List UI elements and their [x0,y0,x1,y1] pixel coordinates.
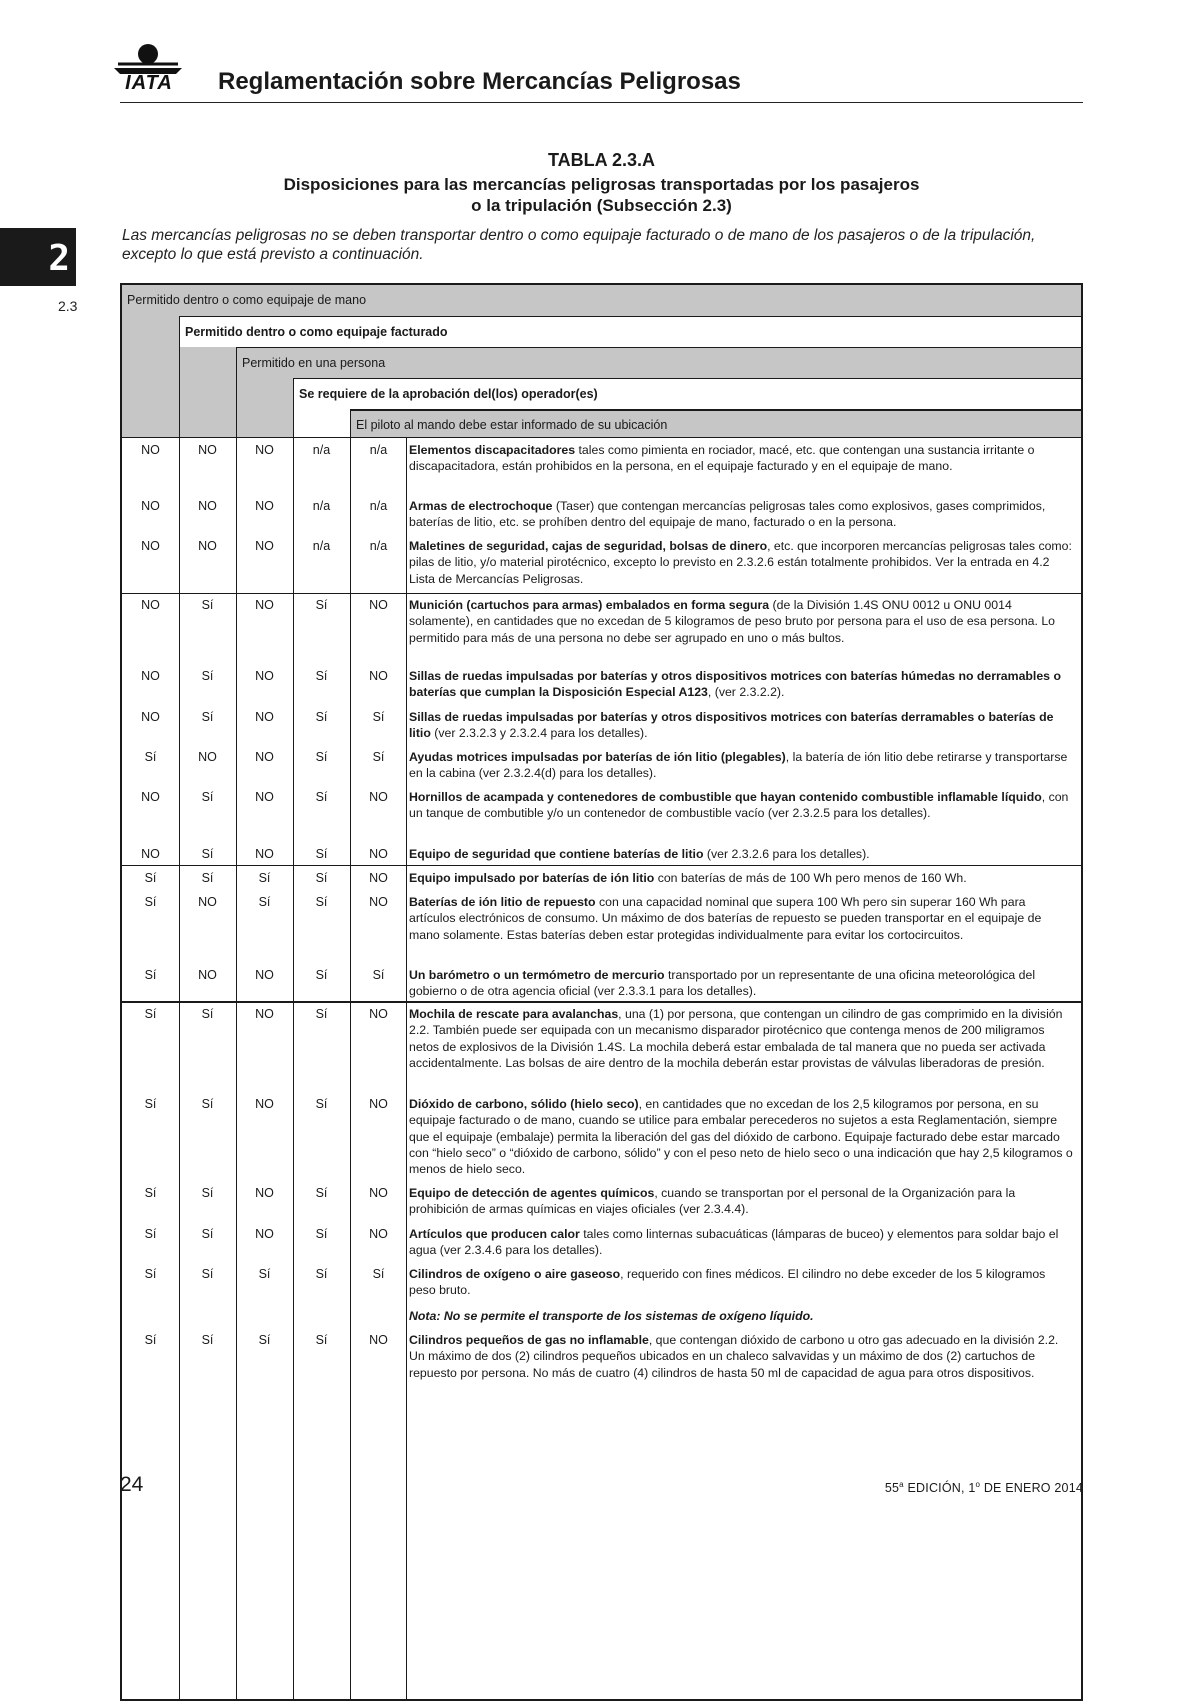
row-description [409,749,1075,782]
header-checked-baggage: Permitido dentro o como equipaje facturado [179,316,1081,347]
row-item-name: Equipo impulsado por baterías de ión litio [409,871,655,885]
table-cell: Sí [144,895,157,909]
row-item-detail: tales como linternas subacuáticas (lámparas de buceo) y elementos para soldar bajo el agua (ver 2.3.4.6 para los detalles). [409,1227,1059,1258]
table-cell: Sí [315,750,328,764]
edition-number: 55 [884,1481,900,1496]
table-title-line-1: Disposiciones para las mercancías peligrosas transportadas por los pasajeros [283,175,920,194]
row-description [409,967,1075,1000]
header-stub-4 [293,409,350,437]
table-cell: n/a [312,499,331,513]
table-cell: NO [255,710,274,724]
table-label: TABLA 2.3.A [547,150,655,170]
row-description [409,1266,1075,1299]
col-line-4 [350,437,351,1699]
group-separator-2 [122,865,1081,866]
table-cell: Sí [201,790,214,804]
document-title: Reglamentación sobre Mercancías Peligrosas [218,68,741,95]
table-cell: Sí [201,1097,214,1111]
table-cell: NO [369,1227,388,1241]
header-stub-3 [236,378,293,437]
group-separator-1 [122,593,1081,594]
table-cell: Sí [315,710,328,724]
header-divider [120,102,1083,103]
table-cell: Sí [201,710,214,724]
row-description [409,789,1075,822]
row-item-detail: , cuando se transportan por el personal de la Organización para la prohibición de armas químicas en viajes oficiales (ver 2.3.4.4). [409,1186,1016,1217]
table-cell: Sí [372,968,385,982]
edition-text: EDICIÓN, 1 [903,1481,976,1496]
row-item-name: Cilindros de oxígeno o aire gaseoso [409,1267,621,1281]
table-cell: Sí [144,1007,157,1021]
table-cell: NO [141,598,160,612]
table-cell: NO [369,1007,388,1021]
table-cell: Sí [315,847,328,861]
row-description [409,1332,1075,1381]
row-description [409,597,1075,646]
table-cell: NO [141,669,160,683]
row-item-name: Artículos que producen calor [409,1227,580,1241]
row-item-name: Hornillos de acampada y contenedores de combustible que hayan contenido combustible inflamable líquido [409,790,1042,804]
table-cell: NO [369,895,388,909]
section-number: 2.3 [58,298,78,314]
row-item-detail: , requerido con fines médicos. El cilindro no debe exceder de los 5 kilogramos peso bruto. [409,1267,1046,1298]
table-cell: Sí [144,1227,157,1241]
header-stub-1 [122,316,179,437]
table-cell: Sí [258,1267,271,1281]
header-on-person: Permitido en una persona [236,347,1081,378]
table-cell: Sí [201,1227,214,1241]
row-item-name: Equipo de seguridad que contiene baterías de litio [409,847,704,861]
table-cell: NO [255,1227,274,1241]
table-cell: n/a [369,499,388,513]
row-item-name: Sillas de ruedas impulsadas por baterías y otros dispositivos motrices con baterías derramables o baterías de litio [409,710,1054,741]
iata-globe-icon [112,42,184,76]
row-item-name: Munición (cartuchos para armas) embalados en forma segura [409,598,770,612]
table-cell: Sí [144,968,157,982]
row-item-detail: , con un tanque de combutible y/o un contenedor de combustible vacío (ver 2.3.2.5 para los detalles). [409,790,1069,821]
row-item-name: Baterías de ión litio de repuesto [409,895,596,909]
edition-date: DE ENERO 2014 [980,1481,1083,1496]
table-cell: Sí [201,669,214,683]
table-cell: Sí [201,847,214,861]
table-cell: Sí [201,598,214,612]
table-cell: n/a [369,443,388,457]
table-cell: Sí [315,1227,328,1241]
table-cell: Sí [144,1097,157,1111]
row-description [409,442,1075,475]
row-item-name: Mochila de rescate para avalanchas [409,1007,619,1021]
table-cell: NO [369,1333,388,1347]
oxygen-note: Nota: No se permite el transporte de los sistemas de oxígeno líquido. [409,1309,814,1323]
table-cell: Sí [144,750,157,764]
header-pilot-informed: El piloto al mando debe estar informado de su ubicación [350,409,1081,437]
row-item-detail: , etc. que incorporen mercancías peligrosas tales como: pilas de litio, y/o material pirotécnico, excepto lo previsto en 2.3.2.6 están totalmente prohibidos. Ver la entrada en 4.2 Lista de Mercancías Peligrosas. [409,539,1072,586]
table-cell: Sí [258,895,271,909]
table-cell: Sí [315,669,328,683]
table-cell: NO [198,895,217,909]
col-line-3 [293,437,294,1699]
table-cell: n/a [312,443,331,457]
table-cell: NO [255,443,274,457]
table-cell: NO [198,539,217,553]
col-line-5 [406,437,407,1699]
table-cell: NO [198,750,217,764]
row-item-detail: (ver 2.3.2.3 y 2.3.2.4 para los detalles). [430,726,648,741]
table-cell: Sí [315,968,328,982]
row-description [409,538,1075,587]
table-cell: Sí [315,790,328,804]
row-item-detail: (de la División 1.4S ONU 0012 u ONU 0014 solamente), en cantidades que no excedan de 5 kilogramos de peso bruto por persona para el uso de esa persona. Lo permitido para más de una persona no debe ser agrupado en uno o más bultos. [409,598,1056,645]
row-description [409,709,1075,742]
table-cell: NO [141,847,160,861]
table-cell: NO [369,669,388,683]
table-cell: Sí [201,1007,214,1021]
row-item-detail: tales como pimienta en rociador, macé, etc. que contengan una sustancia irritante o discapacitadora, están prohibidos en la persona, en el equipaje facturado y en el equipaje de mano. [409,443,1035,474]
logo-text: IATA [125,72,173,94]
row-description [409,870,1075,886]
table-cell: NO [255,790,274,804]
row-description [409,846,1075,862]
table-cell: Sí [144,1267,157,1281]
row-description [409,498,1075,531]
table-cell: Sí [315,895,328,909]
table-cell: NO [198,499,217,513]
table-cell: NO [255,968,274,982]
table-cell: Sí [315,1333,328,1347]
table-cell: NO [255,539,274,553]
table-cell: n/a [312,539,331,553]
table-cell: Sí [315,1267,328,1281]
row-item-name: Equipo de detección de agentes químicos [409,1186,655,1200]
table-cell: Sí [144,1333,157,1347]
chapter-number: 2 [48,238,70,279]
row-item-detail: , que contengan dióxido de carbono u otro gas adecuado en la división 2.2. Un máximo de dos (2) cilindros pequeños ubicados en un chaleco salvavidas y un máximo de dos (2) cartuchos de repuesto por persona. No más de cuatro (4) cilindros de hasta 50 ml de capacidad de agua para otros dispositivos. [409,1333,1059,1380]
row-item-detail: (Taser) que contengan mercancías peligrosas tales como explosivos, gases comprimidos, baterías de litio, etc. se prohíben dentro del equipaje de mano, facturado o en la persona. [409,499,1046,530]
iata-logo [112,42,184,94]
table-cell: Sí [258,871,271,885]
row-item-detail: , en cantidades que no excedan de los 2,5 kilogramos por persona, en su equipaje facturado o de mano, cuando se utilice para embalar perecederos no sujetos a esta Reglamentación, siempre que el equipaje (embalaje) permita la liberación del gas del dióxido de carbono. Equipaje facturado debe estar marcado con “hielo seco” o “dióxido de carbono, sólido” y con el peso neto de hielo seco o una indicación que hay 2,5 kilogramos o menos de hielo seco. [409,1097,1073,1177]
row-description [409,1226,1075,1259]
row-item-name: Maletines de seguridad, cajas de seguridad, bolsas de dinero [409,539,768,553]
table-cell: NO [141,790,160,804]
row-description [409,1006,1075,1071]
table-cell: NO [141,539,160,553]
row-item-name: Elementos discapacitadores [409,443,576,457]
table-cell: Sí [372,750,385,764]
table-cell: n/a [369,539,388,553]
row-item-detail: (ver 2.3.2.6 para los detalles). [703,847,870,861]
col-line-2 [236,437,237,1699]
table-cell: Sí [315,1186,328,1200]
table-cell: NO [255,598,274,612]
chapter-tab [0,228,76,286]
table-cell: NO [255,1097,274,1111]
row-item-detail: , una (1) por persona, que contengan un cilindro de gas comprimido en la división 2.2. También puede ser equipada con un mecanismo disparador pirotécnico que contenga menos de 200 miligramos netos de explosivos de la División 1.4S. La mochila deberá estar embalada de tal manera que no pueda ser activada accidentalmente. Las bolsas de aire dentro de la mochila deberán estar provistas de válvulas liberadoras de presión. [409,1007,1063,1070]
table-cell: Sí [144,871,157,885]
table-cell: NO [369,598,388,612]
row-item-name: Cilindros pequeños de gas no inflamable [409,1333,649,1347]
table-cell: Sí [201,1186,214,1200]
table-cell: NO [198,968,217,982]
table-cell: Sí [201,1267,214,1281]
table-cell: NO [198,443,217,457]
intro-paragraph: Las mercancías peligrosas no se deben transportar dentro o como equipaje facturado o de mano de los pasajeros o de la tripulación, excepto lo que está previsto a continuación. [122,227,1036,263]
table-cell: Sí [315,598,328,612]
page-number: 24 [120,1473,144,1496]
table-cell: Sí [372,710,385,724]
table-cell: NO [255,1186,274,1200]
table-cell: NO [141,499,160,513]
table-cell: NO [369,1186,388,1200]
row-item-detail: , (ver 2.3.2.2). [707,685,785,700]
header-bottom-rule [122,437,1081,438]
group-separator-3 [122,1001,1081,1003]
edition-superscript: a [899,1480,904,1489]
row-description [409,894,1075,943]
row-item-detail: transportado por un representante de una oficina meteorológica del gobierno o de otra agencia oficial (ver 2.3.3.1 para los detalles). [409,968,1036,999]
table-title [120,174,1083,216]
table-cell: NO [369,847,388,861]
row-item-detail: , la batería de ión litio debe retirarse y transportarse en la cabina (ver 2.3.2.4(d) para los detalles). [409,750,1068,781]
col-line-1 [179,437,180,1699]
table-cell: Sí [144,1186,157,1200]
header-stub-2 [179,347,236,437]
row-description [409,668,1075,701]
table-cell: Sí [201,1333,214,1347]
table-cell: NO [141,710,160,724]
table-cell: NO [255,847,274,861]
row-item-name: Un barómetro o un termómetro de mercurio [409,968,665,982]
table-cell: Sí [258,1333,271,1347]
header-operator-approval: Se requiere de la aprobación del(los) operador(es) [293,378,1081,409]
day-superscript: o [975,1480,981,1489]
row-item-name: Ayudas motrices impulsadas por baterías de ión litio (plegables) [409,750,786,764]
row-item-name: Armas de electrochoque [409,499,553,513]
table-cell: Sí [315,871,328,885]
table-cell: NO [255,1007,274,1021]
table-cell: NO [369,790,388,804]
row-item-name: Sillas de ruedas impulsadas por baterías y otros dispositivos motrices con baterías húmedas no derramables o baterías que cumplan la Disposición Especial A123 [409,669,1061,700]
table-cell: Sí [372,1267,385,1281]
table-cell: Sí [315,1097,328,1111]
table-cell: NO [369,1097,388,1111]
table-cell: Sí [315,1007,328,1021]
row-item-name: Dióxido de carbono, sólido (hielo seco) [409,1097,639,1111]
row-item-detail: con una capacidad nominal que supera 100 Wh pero sin superar 160 Wh para artículos electrónicos de consumo. Un máximo de dos baterías de repuesto se pueden transportar en el equipaje de mano solamente. Estas baterías deben estar protegidas individualmente para evitar los cortocircuitos. [409,895,1042,942]
row-description [409,1185,1075,1218]
row-item-detail: con baterías de más de 100 Wh pero menos de 160 Wh. [654,871,967,885]
table-cell: Sí [201,871,214,885]
table-cell: NO [255,669,274,683]
header-hand-baggage: Permitido dentro o como equipaje de mano [122,285,1081,316]
edition-line [885,1480,1083,1495]
table-cell: NO [255,499,274,513]
table-title-line-2: o la tripulación (Subsección 2.3) [471,196,732,215]
table-cell: NO [369,871,388,885]
table-cell: NO [141,443,160,457]
table-cell: NO [255,750,274,764]
row-description [409,1096,1075,1177]
